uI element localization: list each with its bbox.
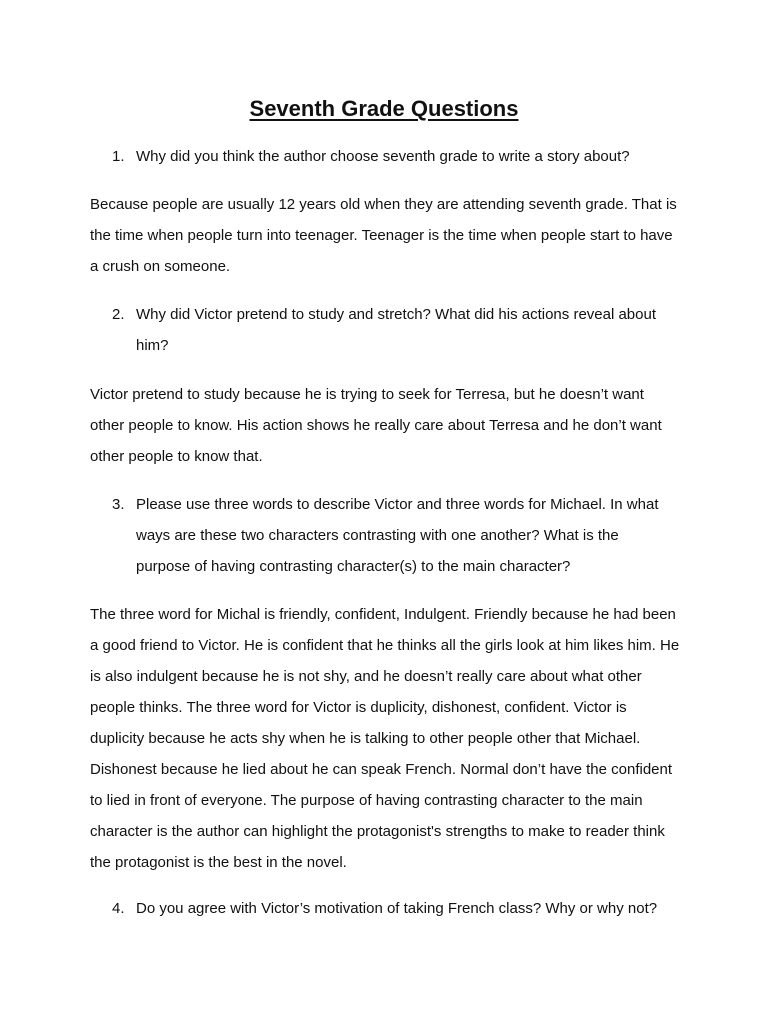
question-text: Why did you think the author choose seventh grade to write a story about? bbox=[136, 148, 630, 165]
question-text: Why did Victor pretend to study and stretch? What did his actions reveal about him? bbox=[136, 306, 657, 354]
question-number: 4. bbox=[112, 900, 125, 917]
question-1 bbox=[112, 141, 672, 172]
question-number: 2. bbox=[112, 306, 125, 323]
question-3 bbox=[112, 489, 672, 582]
question-2 bbox=[112, 299, 672, 361]
document-title: Seventh Grade Questions bbox=[249, 96, 519, 121]
question-text: Do you agree with Victor’s motivation of taking French class? Why or why not? bbox=[136, 900, 658, 917]
answer-3: The three word for Michal is friendly, confident, Indulgent. Friendly because he had been a good friend to Victor. He is confident that he thinks all the girls look at him likes him. He is also indulgent because he is not shy, and he doesn’t really care about what other people thinks. The three word for Victor is duplicity, dishonest, confident. Victor is duplicity because he acts shy when he is talking to other people other that Michael. Dishonest because he lied about he can speak French. Normal don’t have the confident to lied in front of everyone. The purpose of having contrasting character to the main character is the author can highlight the protagonist's strengths to make to reader think the protagonist is the best in the novel. bbox=[90, 606, 680, 871]
answer-2: Victor pretend to study because he is trying to seek for Terresa, but he doesn’t want other people to know. His action shows he really care about Terresa and he don’t want other people to know that. bbox=[90, 386, 662, 465]
question-number: 3. bbox=[112, 496, 125, 513]
question-text: Please use three words to describe Victor and three words for Michael. In what ways are these two characters contrasting with one another? What is the purpose of having contrasting character(s) to the main character? bbox=[136, 496, 659, 575]
answer-1: Because people are usually 12 years old when they are attending seventh grade. That is the time when people turn into teenager. Teenager is the time when people start to have a crush on someone. bbox=[90, 196, 677, 275]
question-4 bbox=[112, 893, 672, 924]
question-number: 1. bbox=[112, 148, 125, 165]
